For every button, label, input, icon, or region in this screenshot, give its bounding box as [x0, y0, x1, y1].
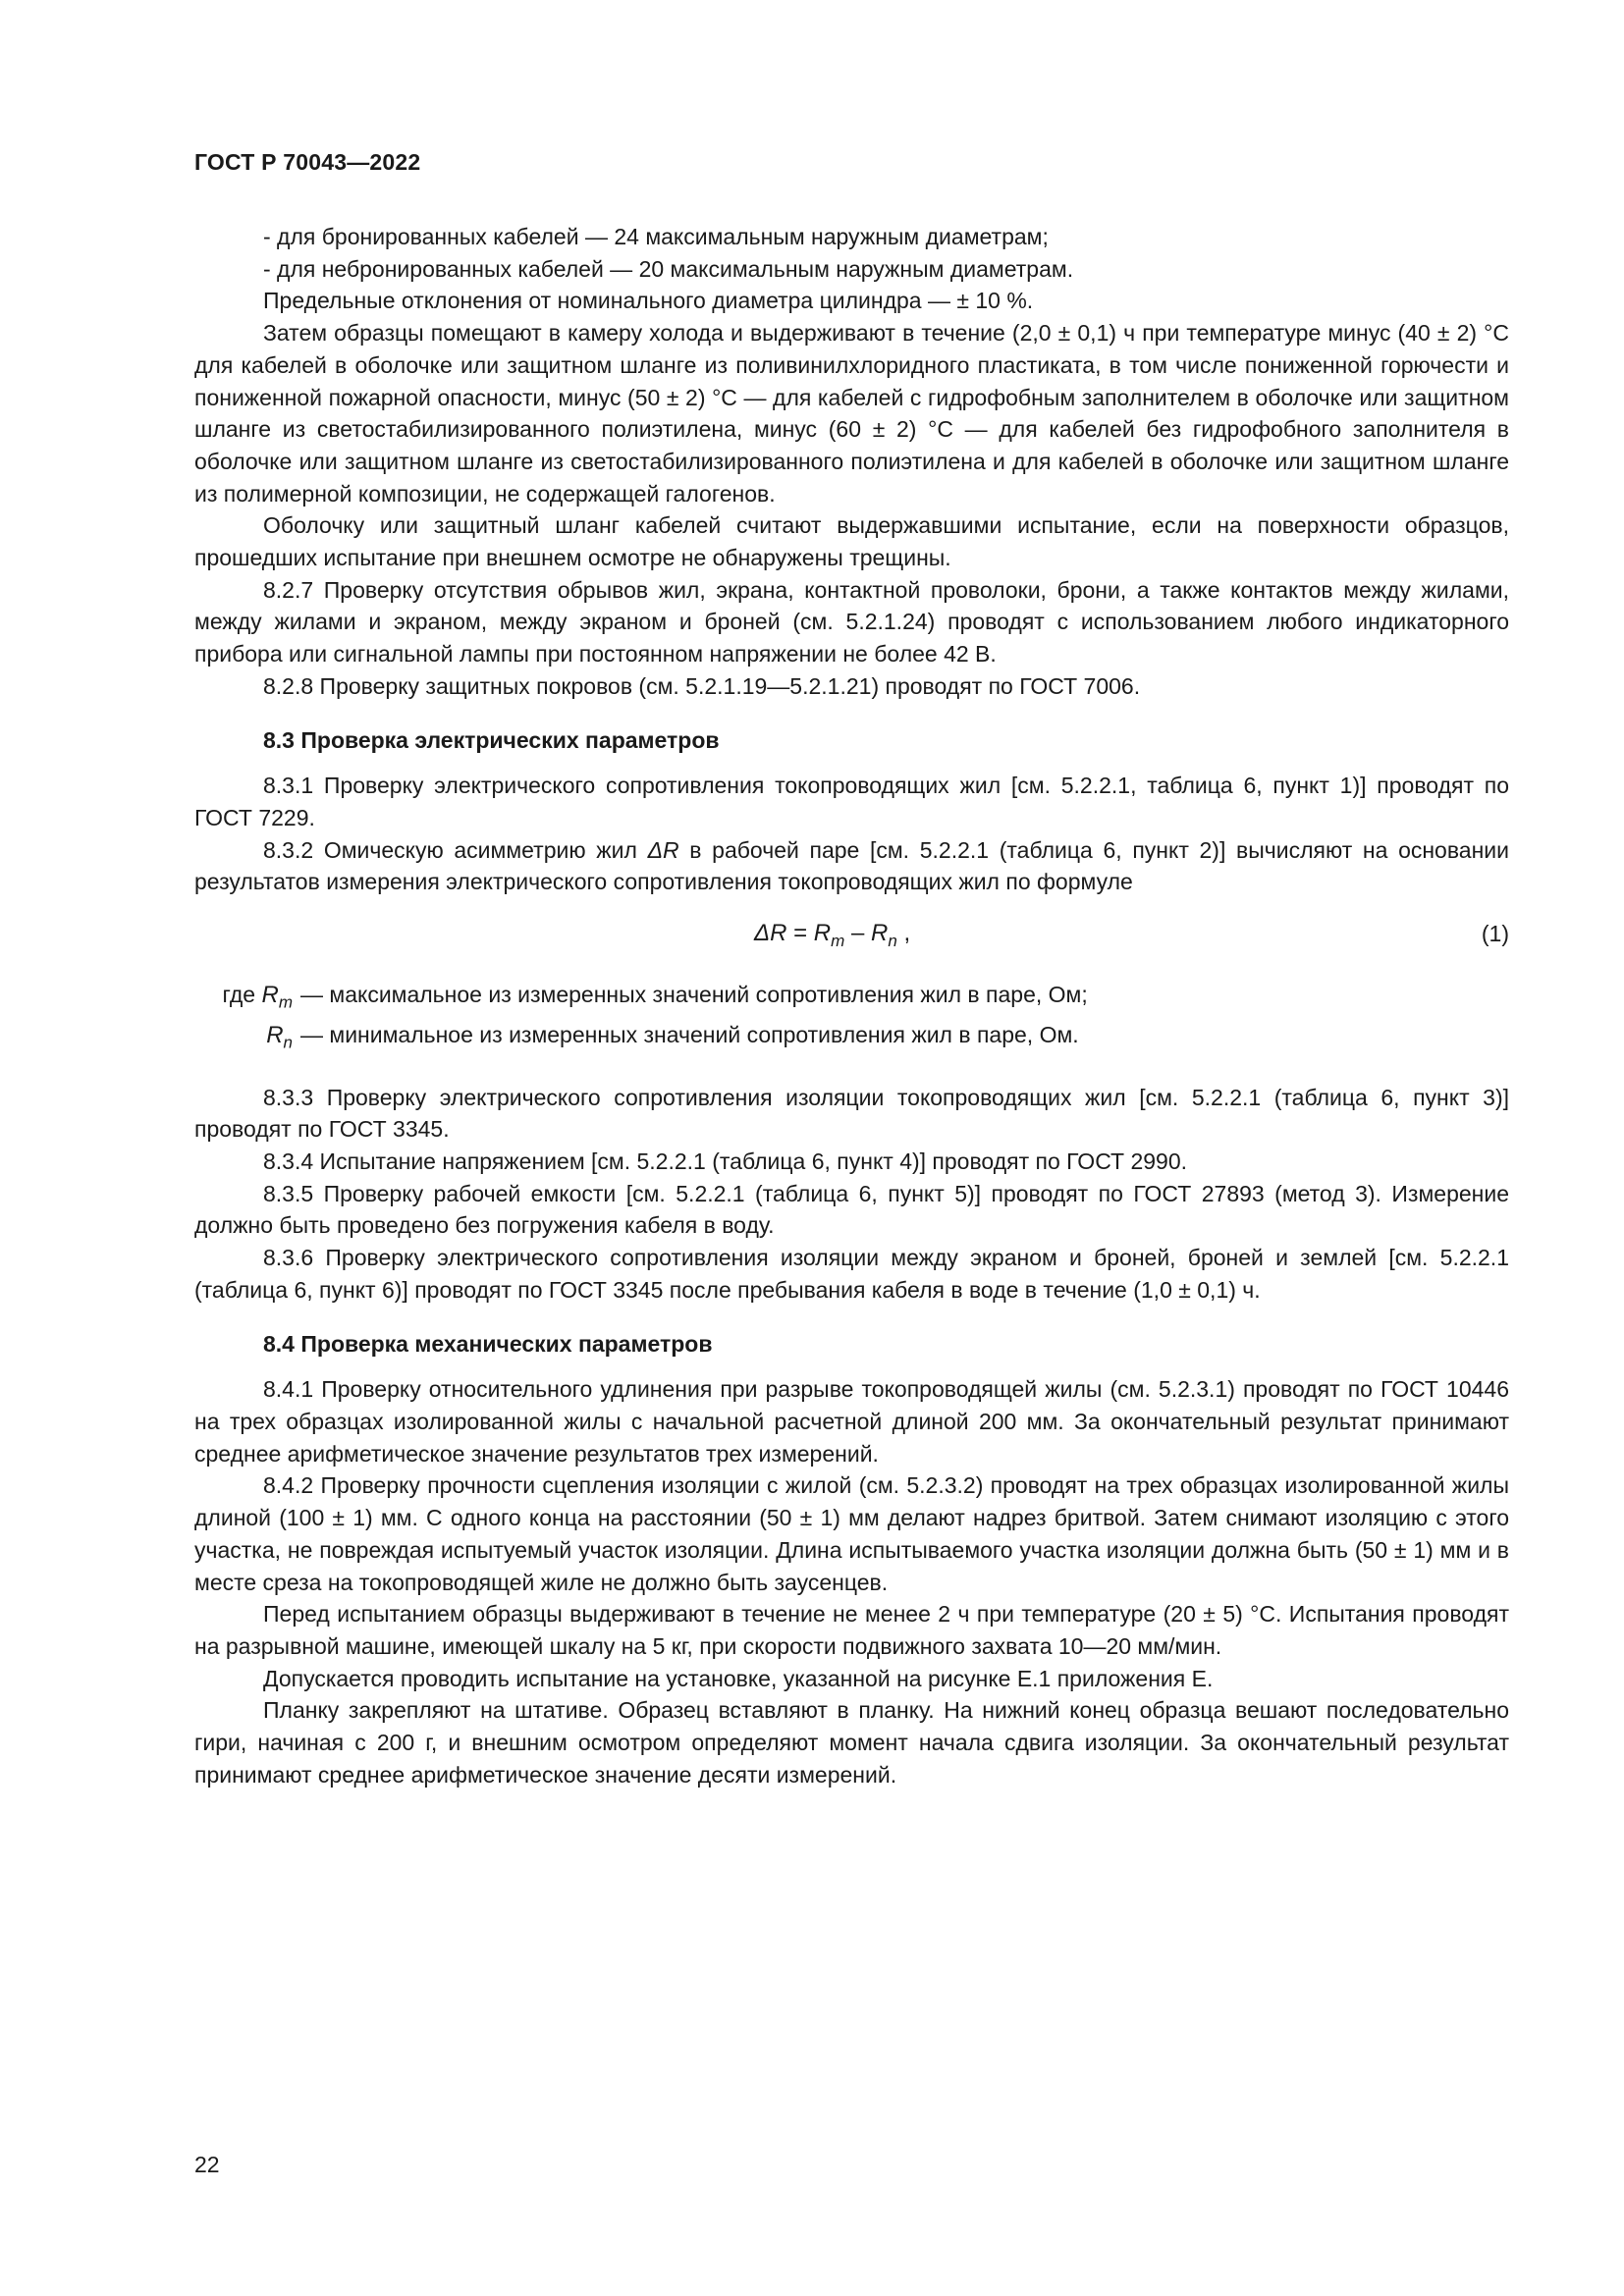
formula-lhs: ΔR: [754, 920, 787, 947]
paragraph: 8.3.4 Испытание напряжением [см. 5.2.2.1 (таблица 6, пункт 4)] проводят по ГОСТ 2990.: [263, 1148, 1188, 1175]
paragraph: [194, 834, 1509, 898]
legend-desc: — максимальное из измеренных значений сопротивления жил в паре, Ом;: [300, 982, 1088, 1008]
paragraph: 8.3.6 Проверку электрического сопротивления изоляции между экраном и броней, броней и землей [см. 5.2.2.1 (таблица 6, пункт 6)] проводят по ГОСТ 3345 после пребывания кабеля в воде в течение (1,0 ± 0,1) ч.: [194, 1245, 1509, 1303]
paragraph: Предельные отклонения от номинального диаметра цилиндра — ± 10 %.: [263, 288, 1034, 314]
legend-label: [194, 979, 300, 1019]
paragraph-text: 8.3.2 Омическую асимметрию жил: [263, 836, 648, 863]
formula-eq: =: [786, 920, 814, 947]
spacer: [194, 1060, 1509, 1082]
legend-symbol: R: [261, 982, 279, 1009]
paragraph: Допускается проводить испытание на установке, указанной на рисунке Е.1 приложения Е.: [263, 1665, 1214, 1691]
legend-label: [194, 1019, 300, 1059]
formula-legend: [194, 979, 1509, 1060]
formula-minus: –: [844, 920, 871, 947]
paragraph: 8.3.5 Проверку рабочей емкости [см. 5.2.2.1 (таблица 6, пункт 5)] проводят по ГОСТ 27893 (метод 3). Измерение должно быть проведено без погружения кабеля в воду.: [194, 1180, 1509, 1239]
paragraph: Затем образцы помещают в камеру холода и выдерживают в течение (2,0 ± 0,1) ч при температуре минус (40 ± 2) °С для кабелей в оболочке или защитном шланге из поливинилхлоридного пластиката, в том числе пониженной горючести и пониженной пожарной опасности, минус (50 ± 2) °С — для кабелей с гидрофобным заполнителем в оболочке или защитном шланге из светостабилизированного полиэтилена, минус (60 ± 2) °С — для кабелей без гидрофобного заполнителя в оболочке или защитном шланге из светостабилизированного полиэтилена и для кабелей в оболочке или защитном шланге из полимерной композиции, не содержащей галогенов.: [194, 320, 1509, 507]
paragraph: 8.4.2 Проверку прочности сцепления изоляции с жилой (см. 5.2.3.2) проводят на трех образцах изолированной жилы длиной (100 ± 1) мм. С одного конца на расстоянии (50 ± 1) мм делают надрез бритвой. Затем снимают изоляцию с этого участка, не повреждая испытуемый участок изоляции. Длина испытываемого участка изоляции должна быть (50 ± 1) мм и в месте среза на токопроводящей жиле не должно быть заусенцев.: [194, 1472, 1509, 1595]
section-heading-8-4: 8.4 Проверка механических параметров: [263, 1330, 713, 1357]
page-body: [194, 221, 1509, 1790]
paragraph: Перед испытанием образцы выдерживают в течение не менее 2 ч при температуре (20 ± 5) °С. Испытания проводят на разрывной машине, имеющей шкалу на 5 кг, при скорости подвижного захвата 10—20 мм/мин.: [194, 1601, 1509, 1659]
formula-sub-m: m: [831, 931, 845, 950]
paragraph: Планку закрепляют на штативе. Образец вставляют в планку. На нижний конец образца вешают последовательно гири, начиная с 200 г, и внешним осмотром определяют момент начала сдвига изоляции. За окончательный результат принимают среднее арифметическое значение десяти измерений.: [194, 1697, 1509, 1788]
paragraph: 8.3.3 Проверку электрического сопротивления изоляции токопроводящих жил [см. 5.2.2.1 (таблица 6, пункт 3)] проводят по ГОСТ 3345.: [194, 1084, 1509, 1143]
list-item: - для бронированных кабелей — 24 максимальным наружным диаметрам;: [263, 224, 1049, 249]
page-number: 22: [194, 2152, 220, 2177]
paragraph: 8.4.1 Проверку относительного удлинения при разрыве токопроводящей жилы (см. 5.2.3.1) проводят по ГОСТ 10446 на трех образцах изолированной жилы с начальной расчетной длиной 200 мм. За окончательный результат принимают среднее арифметическое значение результатов трех измерений.: [194, 1376, 1509, 1467]
legend-desc: — минимальное из измеренных значений сопротивления жил в паре, Ом.: [300, 1022, 1079, 1048]
paragraph: 8.2.7 Проверку отсутствия обрывов жил, экрана, контактной проволоки, брони, а также контактов между жилами, между жилами и экраном, между экраном и броней (см. 5.2.1.24) проводят с использованием любого индикаторного прибора или сигнальной лампы при постоянном напряжении не более 42 В.: [194, 576, 1509, 667]
formula-expression: [754, 918, 910, 958]
formula-rn: R: [871, 920, 889, 947]
delta-r-symbol: ΔR: [647, 836, 679, 863]
paragraph: 8.3.1 Проверку электрического сопротивления токопроводящих жил [см. 5.2.2.1, таблица 6, пункт 1)] проводят по ГОСТ 7229.: [194, 773, 1509, 830]
formula-1: [194, 904, 1509, 969]
legend-sub: n: [283, 1033, 293, 1052]
document-header: ГОСТ Р 70043—2022: [194, 149, 421, 175]
legend-row: [194, 979, 1509, 1019]
legend-sub: m: [278, 992, 293, 1012]
section-heading-8-3: 8.3 Проверка электрических параметров: [263, 726, 720, 753]
legend-row: [194, 1019, 1509, 1059]
paragraph: Оболочку или защитный шланг кабелей считают выдержавшими испытание, если на поверхности образцов, прошедших испытание при внешнем осмотре не обнаружены трещины.: [194, 512, 1509, 571]
formula-rm: R: [813, 920, 832, 947]
formula-tail: ,: [896, 920, 911, 947]
list-item: - для небронированных кабелей — 20 максимальным наружным диаметрам.: [263, 255, 1074, 282]
formula-number: (1): [1481, 921, 1509, 947]
where-word: где: [222, 982, 256, 1008]
paragraph-text: в рабочей паре [см. 5.2.2.1 (таблица 6, пункт 2)] вычисляют на основании результатов измерения электрического сопротивления токопроводящих жил по формуле: [194, 836, 1510, 895]
paragraph: 8.2.8 Проверку защитных покровов (см. 5.2.1.19—5.2.1.21) проводят по ГОСТ 7006.: [263, 672, 1141, 699]
formula-sub-n: n: [888, 931, 897, 950]
legend-symbol: R: [266, 1022, 284, 1049]
